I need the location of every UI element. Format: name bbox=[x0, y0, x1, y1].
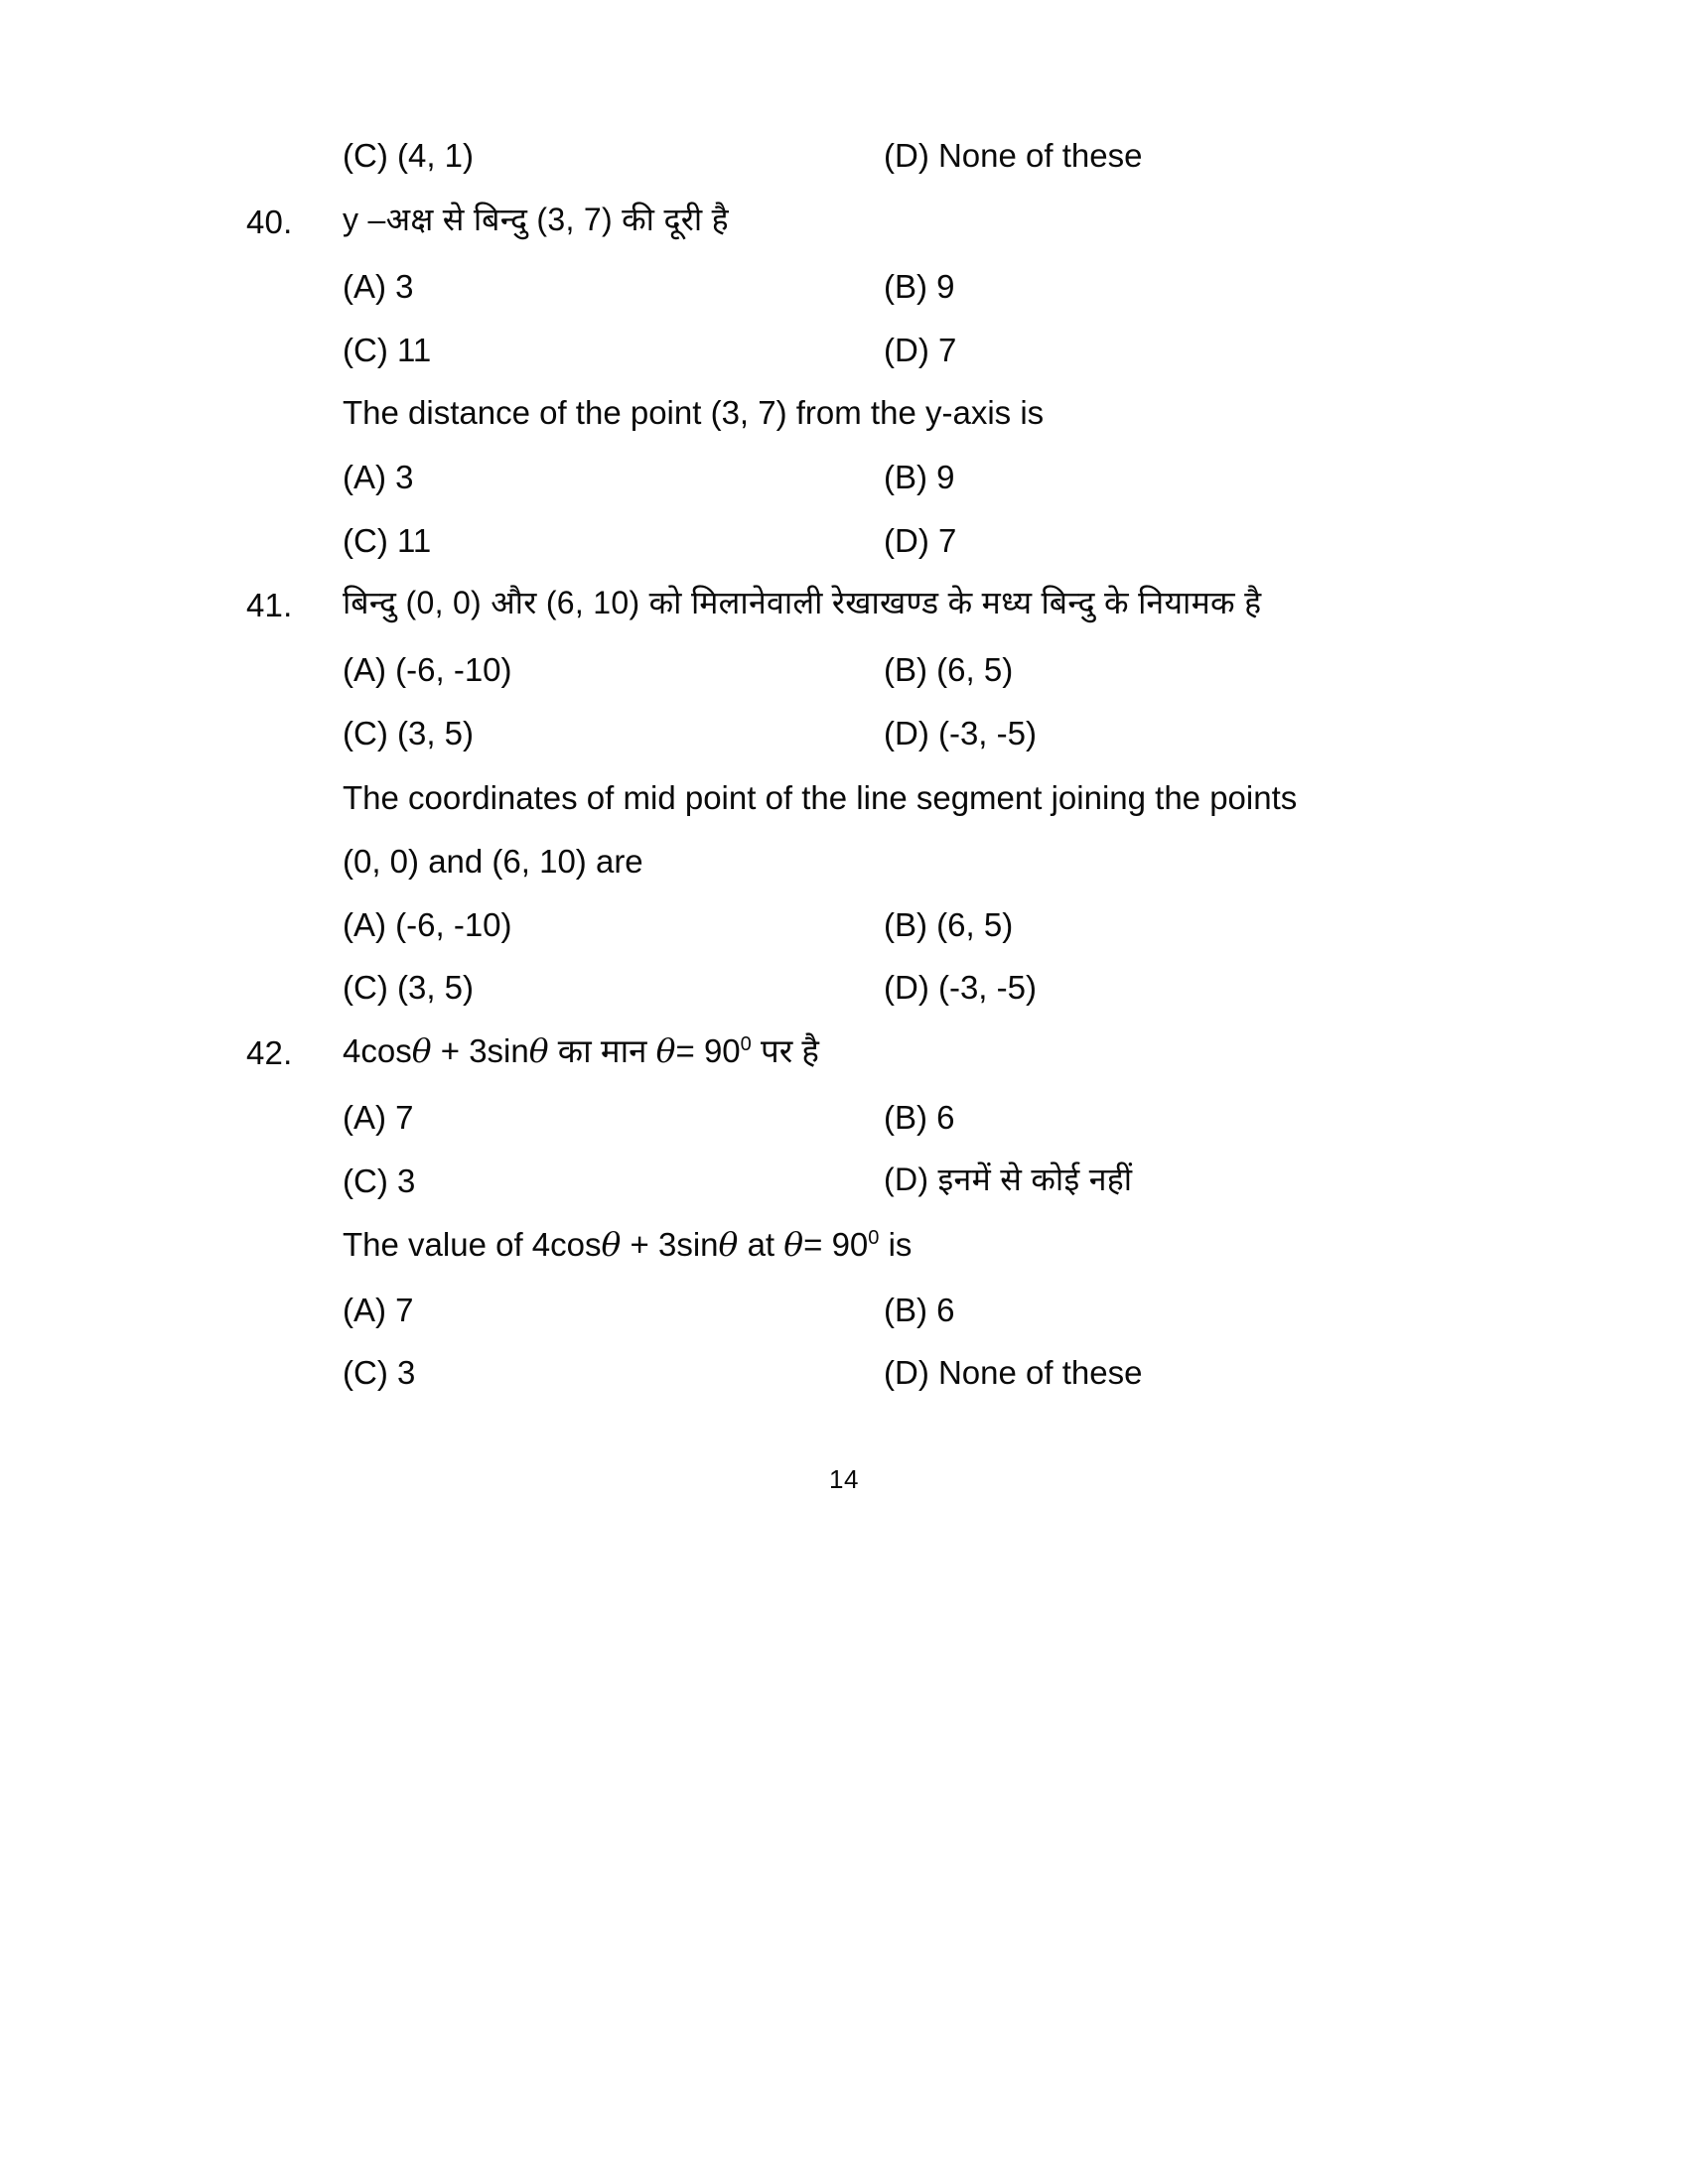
question-42-hindi-option-c[interactable]: (C) 3 bbox=[343, 1162, 416, 1199]
question-41-english-text-line1: The coordinates of mid point of the line segment joining the points bbox=[343, 779, 1298, 816]
carryover-option-c[interactable]: (C) (4, 1) bbox=[343, 137, 474, 174]
question-number-42: 42. bbox=[246, 1034, 293, 1071]
question-40-english-option-d[interactable]: (D) 7 bbox=[884, 522, 957, 559]
theta-symbol: θ bbox=[411, 1031, 432, 1070]
degree-symbol: 0 bbox=[868, 1227, 880, 1249]
question-42-hindi-option-d[interactable]: (D) इनमें से कोई नहीं bbox=[884, 1161, 1133, 1197]
question-41-english-option-d[interactable]: (D) (-3, -5) bbox=[884, 969, 1037, 1006]
question-41-english-option-c[interactable]: (C) (3, 5) bbox=[343, 969, 474, 1006]
question-42-english-text bbox=[343, 1225, 913, 1264]
question-41-hindi-option-c[interactable]: (C) (3, 5) bbox=[343, 715, 474, 751]
q42-eng-seg1: The value of 4cos bbox=[343, 1226, 602, 1263]
question-number-40: 40. bbox=[246, 204, 293, 240]
question-40-hindi-option-b[interactable]: (B) 9 bbox=[884, 268, 955, 305]
question-42-hindi-option-b[interactable]: (B) 6 bbox=[884, 1099, 955, 1136]
question-40-english-option-a[interactable]: (A) 3 bbox=[343, 459, 414, 495]
page-number: 14 bbox=[829, 1464, 859, 1494]
question-40-hindi-text: y –अक्ष से बिन्दु (3, 7) की दूरी है bbox=[343, 202, 729, 237]
q42-hindi-seg5: पर है bbox=[751, 1032, 819, 1069]
q42-hindi-seg2: + 3sin bbox=[431, 1032, 529, 1069]
question-41-hindi-text: बिन्दु (0, 0) और (6, 10) को मिलानेवाली रेखाखण्ड के मध्य बिन्दु के नियामक है bbox=[343, 585, 1262, 620]
q42-eng-seg2: + 3sin bbox=[621, 1226, 719, 1263]
question-42-hindi-option-a[interactable]: (A) 7 bbox=[343, 1099, 414, 1136]
q42-hindi-seg3: का मान bbox=[548, 1032, 656, 1069]
question-42-hindi-text bbox=[343, 1031, 819, 1070]
q42-hindi-seg4: = 90 bbox=[675, 1032, 741, 1069]
question-40-hindi-option-a[interactable]: (A) 3 bbox=[343, 268, 414, 305]
theta-symbol: θ bbox=[528, 1031, 549, 1070]
question-40-english-option-b[interactable]: (B) 9 bbox=[884, 459, 955, 495]
q42-eng-seg4: = 90 bbox=[803, 1226, 869, 1263]
question-42-english-option-b[interactable]: (B) 6 bbox=[884, 1292, 955, 1328]
question-40-hindi-option-c[interactable]: (C) 11 bbox=[343, 332, 432, 368]
theta-symbol: θ bbox=[655, 1031, 676, 1070]
question-41-english-text-line2: (0, 0) and (6, 10) are bbox=[343, 843, 643, 880]
question-41-english-option-b[interactable]: (B) (6, 5) bbox=[884, 906, 1014, 943]
question-41-hindi-option-a[interactable]: (A) (-6, -10) bbox=[343, 651, 512, 688]
question-40-english-option-c[interactable]: (C) 11 bbox=[343, 522, 432, 559]
question-40-hindi-option-d[interactable]: (D) 7 bbox=[884, 332, 957, 368]
degree-symbol: 0 bbox=[740, 1033, 752, 1055]
theta-symbol: θ bbox=[783, 1225, 804, 1264]
question-42-english-option-d[interactable]: (D) None of these bbox=[884, 1354, 1143, 1391]
q42-hindi-seg1: 4cos bbox=[343, 1032, 412, 1069]
question-41-hindi-option-d[interactable]: (D) (-3, -5) bbox=[884, 715, 1037, 751]
carryover-option-d[interactable]: (D) None of these bbox=[884, 137, 1143, 174]
q42-eng-seg3: at bbox=[738, 1226, 784, 1263]
question-number-41: 41. bbox=[246, 587, 293, 623]
theta-symbol: θ bbox=[601, 1225, 622, 1264]
question-41-english-option-a[interactable]: (A) (-6, -10) bbox=[343, 906, 512, 943]
q42-eng-seg5: is bbox=[879, 1226, 913, 1263]
question-42-english-option-c[interactable]: (C) 3 bbox=[343, 1354, 416, 1391]
question-42-english-option-a[interactable]: (A) 7 bbox=[343, 1292, 414, 1328]
question-41-hindi-option-b[interactable]: (B) (6, 5) bbox=[884, 651, 1014, 688]
question-40-english-text: The distance of the point (3, 7) from the y-axis is bbox=[343, 394, 1045, 431]
theta-symbol: θ bbox=[718, 1225, 739, 1264]
